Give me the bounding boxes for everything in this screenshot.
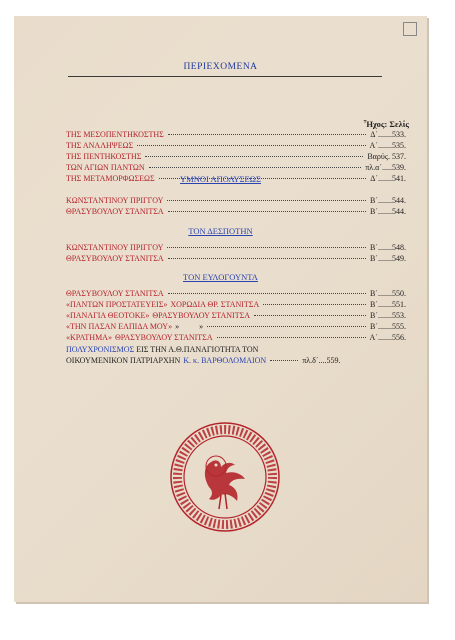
toc-entry: ΤΗΣ ΑΝΑΛΗΨΕΩΣ Α΄.......535. bbox=[66, 141, 406, 150]
toc-entry: ΤΩΝ ΑΓΙΩΝ ΠΑΝΤΩΝ πλ.α΄.....539. bbox=[66, 163, 406, 172]
toc-entry: ΚΩΝΣΤΑΝΤΙΝΟΥ ΠΡΙΓΓΟΥ Β΄.......544. bbox=[66, 196, 406, 205]
toc-entry: ΚΩΝΣΤΑΝΤΙΝΟΥ ΠΡΙΓΓΟΥ Β΄.......548. bbox=[66, 243, 406, 252]
page-title: ΠΕΡΙΕΧΟΜΕΝΑ bbox=[183, 62, 258, 72]
section-heading: ΤΟΝ ΔΕΣΠΟΤΗΝ bbox=[188, 226, 253, 236]
section-heading: ΥΜΝΟΙ ΑΠΟΛΥΣΕΩΣ bbox=[180, 174, 261, 184]
toc-entry: ΘΡΑΣΥΒΟΥΛΟΥ ΣΤΑΝΙΤΣΑ Β΄.......544. bbox=[66, 207, 406, 216]
page-corner-mark bbox=[403, 22, 417, 36]
polychronismos-line-1: ΠΟΛΥΧΡΟΝΙΣΜΟΣ ΕΙΣ ΤΗΝ Α.Θ.ΠΑΝΑΓΙΟΤΗΤΑ ΤΟΝ bbox=[66, 345, 259, 354]
toc-entry: ΤΗΣ ΜΕΣΟΠΕΝΤΗΚΟΣΤΗΣ Δ΄.......533. bbox=[66, 130, 406, 139]
section-heading: ΤΟΝ ΕΥΛΟΓΟΥΝΤΑ bbox=[183, 272, 258, 282]
toc-entry: «ΚΡΑΤΗΜΑ» ΘΡΑΣΥΒΟΥΛΟΥ ΣΤΑΝΙΤΣΑ Α΄.......556. bbox=[66, 333, 406, 342]
column-header: Ἦχος: Σελίς bbox=[363, 119, 409, 129]
toc-entry: ΘΡΑΣΥΒΟΥΛΟΥ ΣΤΑΝΙΤΣΑ Β΄.......550. bbox=[66, 289, 406, 298]
toc-entry: «ΤΗΝ ΠΑΣΑΝ ΕΛΠΙΔΑ ΜΟΥ» » » Β΄.......555. bbox=[66, 322, 406, 331]
toc-entry: «ΠΑΝΤΩΝ ΠΡΟΣΤΑΤΕΥΕΙΣ» ΧΟΡΩΔΙΑ ΘΡ. ΣΤΑΝΙΤΣΑ Β΄.......551. bbox=[66, 300, 406, 309]
toc-entry: ΘΡΑΣΥΒΟΥΛΟΥ ΣΤΑΝΙΤΣΑ Β΄.......549. bbox=[66, 254, 406, 263]
title-divider bbox=[68, 76, 382, 77]
book-page bbox=[14, 16, 427, 602]
toc-entry: «ΠΑΝΑΓΙΑ ΘΕΟΤΟΚΕ» ΘΡΑΣΥΒΟΥΛΟΥ ΣΤΑΝΙΤΣΑ Β΄.......553. bbox=[66, 311, 406, 320]
polychronismos-line-2: ΟΙΚΟΥΜΕΝΙΚΟΝ ΠΑΤΡΙΑΡΧΗΝ Κ. κ. ΒΑΡΘΟΛΟΜΑΙΟΝ πλ.δ΄....559. bbox=[66, 356, 341, 365]
toc-entry: ΤΗΣ ΜΕΤΑΜΟΡΦΩΣΕΩΣ Δ΄.......541. bbox=[66, 174, 406, 183]
eagle-seal-emblem bbox=[169, 421, 281, 533]
toc-entry: ΤΗΣ ΠΕΝΤΗΚΟΣΤΗΣ Βαρύς. 537. bbox=[66, 152, 406, 161]
